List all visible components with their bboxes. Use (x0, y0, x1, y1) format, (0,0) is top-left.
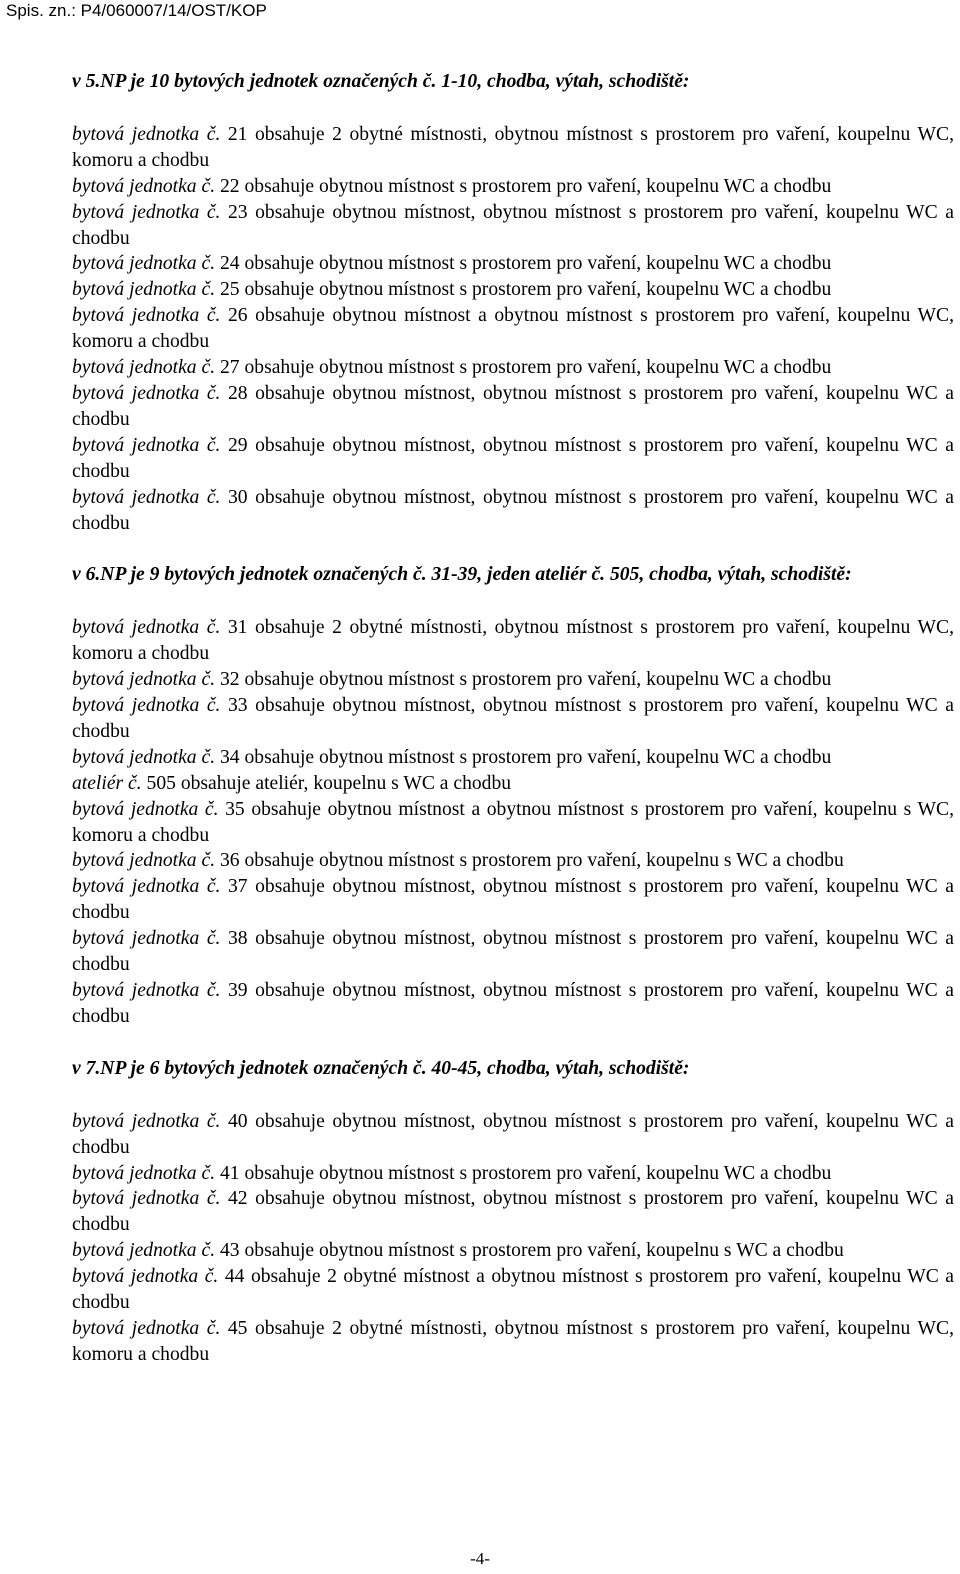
unit-list (72, 122, 954, 537)
unit-item (72, 745, 954, 771)
document-reference: Spis. zn.: P4/060007/14/OST/KOP (6, 1, 267, 20)
unit-description: 34 obsahuje obytnou místnost s prostorem pro vaření, koupelnu WC a chodbu (215, 746, 832, 768)
unit-label: bytová jednotka č. (72, 123, 221, 145)
unit-item (72, 978, 954, 1030)
unit-label: bytová jednotka č. (72, 305, 221, 327)
floor-heading: v 6.NP je 9 bytových jednotek označených č. 31-39, jeden ateliér č. 505, chodba, výtah, schodiště: (72, 564, 852, 586)
unit-item (72, 433, 954, 485)
unit-description: 23 obsahuje obytnou místnost, obytnou místnost s prostorem pro vaření, koupelnu WC a chodbu (72, 201, 954, 249)
unit-item (72, 926, 954, 978)
unit-item (72, 174, 954, 200)
unit-description: 24 obsahuje obytnou místnost s prostorem pro vaření, koupelnu WC a chodbu (215, 253, 832, 275)
unit-item (72, 874, 954, 926)
unit-label: bytová jednotka č. (72, 253, 216, 275)
floor-section-5np (72, 69, 954, 536)
unit-description: 32 obsahuje obytnou místnost s prostorem pro vaření, koupelnu WC a chodbu (215, 669, 832, 691)
unit-item (72, 1316, 954, 1368)
unit-item (72, 1109, 954, 1161)
unit-description: 25 obsahuje obytnou místnost s prostorem pro vaření, koupelnu WC a chodbu (215, 279, 832, 301)
unit-item (72, 277, 954, 303)
unit-label: bytová jednotka č. (72, 1110, 221, 1132)
page-number: -4- (470, 1549, 490, 1568)
unit-item (72, 1238, 954, 1264)
unit-item (72, 303, 954, 355)
unit-item (72, 381, 954, 433)
unit-label: bytová jednotka č. (72, 201, 221, 223)
unit-description: 45 obsahuje 2 obytné místnosti, obytnou místnost s prostorem pro vaření, koupelnu WC, komoru a chodbu (72, 1317, 954, 1365)
unit-description: 28 obsahuje obytnou místnost, obytnou místnost s prostorem pro vaření, koupelnu WC a chodbu (72, 382, 954, 430)
unit-description: 36 obsahuje obytnou místnost s prostorem pro vaření, koupelnu s WC a chodbu (215, 850, 844, 872)
atelier-item (72, 771, 954, 797)
unit-item (72, 848, 954, 874)
unit-label: bytová jednotka č. (72, 382, 221, 404)
unit-description: 42 obsahuje obytnou místnost, obytnou místnost s prostorem pro vaření, koupelnu WC a chodbu (72, 1188, 954, 1236)
unit-description: 44 obsahuje 2 obytné místnost a obytnou místnost s prostorem pro vaření, koupelnu WC a chodbu (72, 1266, 954, 1314)
unit-label: bytová jednotka č. (72, 928, 221, 950)
unit-label: bytová jednotka č. (72, 669, 216, 691)
unit-description: 27 obsahuje obytnou místnost s prostorem pro vaření, koupelnu WC a chodbu (215, 357, 832, 379)
unit-list (72, 1109, 954, 1368)
unit-item (72, 122, 954, 174)
unit-label: bytová jednotka č. (72, 1240, 216, 1262)
unit-description: 40 obsahuje obytnou místnost, obytnou místnost s prostorem pro vaření, koupelnu WC a chodbu (72, 1110, 954, 1158)
unit-list (72, 615, 954, 1030)
unit-description: 22 obsahuje obytnou místnost s prostorem pro vaření, koupelnu WC a chodbu (215, 175, 832, 197)
unit-label: bytová jednotka č. (72, 798, 219, 820)
unit-description: 43 obsahuje obytnou místnost s prostorem pro vaření, koupelnu s WC a chodbu (215, 1240, 844, 1262)
unit-label: bytová jednotka č. (72, 1266, 219, 1288)
unit-label: ateliér č. (72, 772, 142, 794)
unit-item (72, 797, 954, 849)
unit-label: bytová jednotka č. (72, 434, 221, 456)
unit-description: 39 obsahuje obytnou místnost, obytnou místnost s prostorem pro vaření, koupelnu WC a chodbu (72, 980, 954, 1027)
unit-label: bytová jednotka č. (72, 850, 216, 872)
unit-item (72, 200, 954, 252)
unit-description: 26 obsahuje obytnou místnost a obytnou místnost s prostorem pro vaření, koupelnu WC, komoru a chodbu (72, 305, 954, 353)
unit-description: 30 obsahuje obytnou místnost, obytnou místnost s prostorem pro vaření, koupelnu WC a chodbu (72, 486, 954, 534)
unit-description: 29 obsahuje obytnou místnost, obytnou místnost s prostorem pro vaření, koupelnu WC a chodbu (72, 434, 954, 482)
unit-description: 38 obsahuje obytnou místnost, obytnou místnost s prostorem pro vaření, koupelnu WC a chodbu (72, 928, 954, 976)
unit-item (72, 667, 954, 693)
unit-item (72, 615, 954, 667)
unit-description: 31 obsahuje 2 obytné místnosti, obytnou místnost s prostorem pro vaření, koupelnu WC, komoru a chodbu (72, 617, 954, 665)
unit-item (72, 1186, 954, 1238)
unit-label: bytová jednotka č. (72, 1162, 216, 1184)
unit-label: bytová jednotka č. (72, 746, 216, 768)
unit-label: bytová jednotka č. (72, 279, 216, 301)
unit-description: 21 obsahuje 2 obytné místnosti, obytnou místnost s prostorem pro vaření, koupelnu WC, komoru a chodbu (72, 123, 954, 171)
unit-item (72, 1161, 954, 1187)
unit-label: bytová jednotka č. (72, 876, 221, 898)
floor-heading: v 5.NP je 10 bytových jednotek označených č. 1-10, chodba, výtah, schodiště: (72, 71, 690, 92)
unit-item (72, 485, 954, 537)
unit-label: bytová jednotka č. (72, 617, 221, 639)
unit-description: 505 obsahuje ateliér, koupelnu s WC a chodbu (141, 772, 512, 794)
unit-label: bytová jednotka č. (72, 1188, 221, 1210)
unit-label: bytová jednotka č. (72, 1317, 221, 1339)
floor-section-6np (72, 562, 954, 1029)
unit-description: 35 obsahuje obytnou místnost a obytnou místnost s prostorem pro vaření, koupelnu s WC, komoru a chodbu (72, 798, 954, 846)
document-body (72, 69, 954, 1368)
unit-item (72, 693, 954, 745)
floor-heading: v 7.NP je 6 bytových jednotek označených č. 40-45, chodba, výtah, schodiště: (72, 1057, 690, 1079)
unit-description: 37 obsahuje obytnou místnost, obytnou místnost s prostorem pro vaření, koupelnu WC a chodbu (72, 876, 954, 924)
unit-item (72, 355, 954, 381)
unit-description: 41 obsahuje obytnou místnost s prostorem pro vaření, koupelnu WC a chodbu (215, 1162, 832, 1184)
unit-label: bytová jednotka č. (72, 175, 216, 197)
unit-description: 33 obsahuje obytnou místnost, obytnou místnost s prostorem pro vaření, koupelnu WC a chodbu (72, 695, 954, 742)
floor-section-7np (72, 1056, 954, 1368)
unit-label: bytová jednotka č. (72, 695, 221, 717)
unit-label: bytová jednotka č. (72, 357, 216, 379)
unit-item (72, 251, 954, 277)
unit-item (72, 1264, 954, 1316)
unit-label: bytová jednotka č. (72, 486, 221, 508)
unit-label: bytová jednotka č. (72, 980, 221, 1001)
